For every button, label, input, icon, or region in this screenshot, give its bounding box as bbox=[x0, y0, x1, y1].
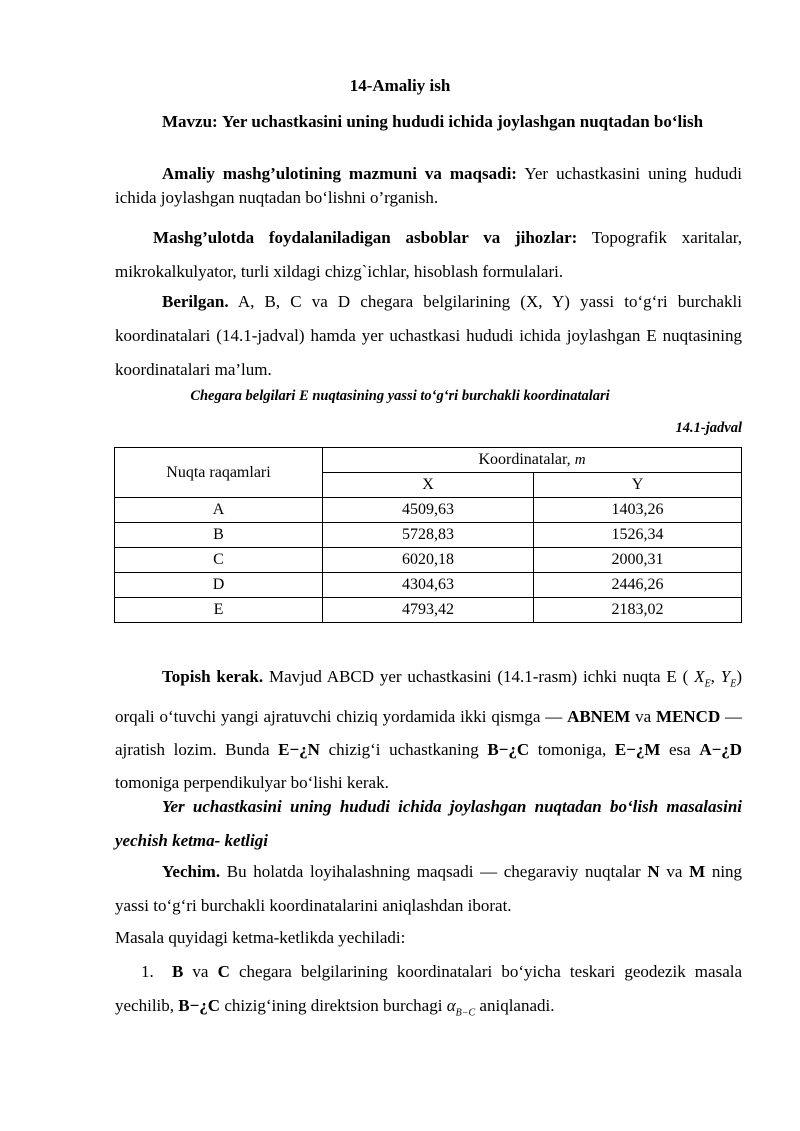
task-text-3: — ajratish lozim. Bunda bbox=[115, 707, 743, 760]
cell-x: 4304,63 bbox=[323, 573, 534, 598]
cell-x: 4793,42 bbox=[323, 598, 534, 623]
task-paragraph: Topish kerak. Mavjud ABCD yer uchastkasini (14.1-rasm) ichki nuqta E ( $X_E$, $Y_E$) orqali o‘tuvchi yangi ajratuvchi chiziq yordamida ikki qismga — ABNEM va MENCD — ajratish lozim. Bunda E−¿N chizig‘i uchastkaning B−¿C tomoniga, E−¿M esa A−¿D tomoniga perpendikulyar bo‘lishi kerak. bbox=[115, 667, 743, 793]
header-coordinates bbox=[323, 448, 742, 473]
tools-text: Topografik xaritalar, mikrokalkulyator, turli xildagi chizg`ichlar, hisoblash formulalari. bbox=[115, 228, 742, 281]
tools-label: Mashg’ulotda foydalaniladigan asboblar va jihozlar: bbox=[153, 228, 578, 247]
cell-y: 1526,34 bbox=[534, 523, 742, 548]
cell-y: 2183,02 bbox=[534, 598, 742, 623]
point-c: C bbox=[217, 962, 230, 981]
cell-y: 2000,31 bbox=[534, 548, 742, 573]
task-label: Topish kerak. bbox=[162, 667, 264, 686]
alpha-subscript: B−C bbox=[455, 1007, 476, 1019]
ye-symbol: Y bbox=[720, 667, 731, 686]
purpose-text: Yer uchastkasini uning hududi ichida joylashgan nuqtadan bo‘lishni o’rganish. bbox=[115, 164, 743, 207]
line-bc: B−¿C bbox=[487, 740, 530, 760]
xe-symbol: X bbox=[694, 667, 705, 686]
point-b: B bbox=[171, 962, 184, 981]
step-1 bbox=[115, 955, 742, 1030]
task-va: va bbox=[635, 707, 652, 727]
step-number: 1. bbox=[141, 962, 154, 981]
header-point-numbers: Nuqta raqamlari bbox=[115, 448, 323, 498]
cell-x: 4509,63 bbox=[323, 498, 534, 523]
cell-y: 1403,26 bbox=[534, 498, 742, 523]
alpha-letter: α bbox=[446, 996, 456, 1015]
step-text-3: aniqlanadi. bbox=[479, 996, 555, 1015]
step-text-1: chegara belgilarining koordinatalari bo‘yicha teskari geodezik masala yechilib, bbox=[115, 962, 743, 1015]
given-label: Berilgan. bbox=[162, 292, 229, 311]
table-row bbox=[115, 573, 742, 598]
cell-point: A bbox=[115, 498, 323, 523]
procedure-intro: Masala quyidagi ketma-ketlikda yechiladi: bbox=[115, 928, 406, 947]
topic-text: Yer uchastkasini uning hududi ichida joylashgan nuqtadan bo‘lish bbox=[221, 112, 704, 131]
solution-text-1: Bu holatda loyihalashning maqsadi — chegaraviy nuqtalar bbox=[226, 862, 641, 881]
solution-text-2: ning yassi to‘g‘ri burchakli koordinatalarini aniqlashdan iborat. bbox=[115, 862, 743, 915]
part-mencd: MENCD bbox=[656, 707, 721, 727]
table-caption: Chegara belgilari E nuqtasining yassi to‘g‘ri burchakli koordinatalari bbox=[190, 388, 610, 404]
tools-paragraph bbox=[115, 221, 742, 289]
table-row bbox=[115, 523, 742, 548]
task-text-2: ) orqali o‘tuvchi yangi ajratuvchi chiziq yordamida ikki qismga — bbox=[115, 667, 743, 727]
cell-point: D bbox=[115, 573, 323, 598]
task-text-7: tomoniga perpendikulyar bo‘lishi kerak. bbox=[115, 773, 389, 793]
solution-label: Yechim. bbox=[162, 862, 221, 881]
given-paragraph bbox=[115, 285, 742, 387]
table-header-row bbox=[115, 448, 742, 473]
step-va: va bbox=[192, 962, 209, 981]
section-heading: Yer uchastkasini uning hududi ichida joylashgan nuqtadan bo‘lish masalasini yechish ketma- ketligi bbox=[115, 797, 742, 850]
page-title: 14-Amaliy ish bbox=[349, 76, 451, 95]
cell-point: E bbox=[115, 598, 323, 623]
cell-point: B bbox=[115, 523, 323, 548]
table-row bbox=[115, 598, 742, 623]
topic-label: Mavzu: bbox=[162, 112, 218, 131]
task-text-5: tomoniga, bbox=[537, 740, 607, 760]
solution-va: va bbox=[666, 862, 683, 881]
topic-paragraph bbox=[115, 105, 742, 139]
header-x: X bbox=[323, 473, 534, 498]
table-number: 14.1-jadval bbox=[675, 420, 742, 436]
point-m: M bbox=[689, 862, 706, 881]
line-em: E−¿M bbox=[614, 740, 661, 760]
xe-subscript: E bbox=[704, 678, 711, 690]
header-unit: m bbox=[574, 452, 586, 468]
point-n: N bbox=[647, 862, 660, 881]
purpose-paragraph bbox=[115, 162, 742, 210]
ye-subscript: E bbox=[730, 678, 737, 690]
header-coordinates-label: Koordinatalar, bbox=[478, 451, 571, 468]
line-ad: A−¿D bbox=[699, 740, 743, 760]
table-row bbox=[115, 548, 742, 573]
task-text-6: esa bbox=[669, 740, 691, 760]
alpha-symbol bbox=[446, 996, 476, 1019]
given-text: A, B, C va D chegara belgilarining (X, Y) yassi to‘g‘ri burchakli koordinatalari (14.1-jadval) hamda yer uchastkasi hududi ichida joylashgan E nuqtasining koordinatalari ma’lum. bbox=[115, 292, 742, 379]
task-text-4: chizig‘i uchastkaning bbox=[328, 740, 479, 760]
header-y: Y bbox=[534, 473, 742, 498]
cell-y: 2446,26 bbox=[534, 573, 742, 598]
line-en: E−¿N bbox=[278, 740, 320, 760]
part-abnem: ABNEM bbox=[567, 707, 631, 727]
purpose-label: Amaliy mashg’ulotining mazmuni va maqsadi: bbox=[162, 164, 517, 183]
line-bc-step: B−¿C bbox=[178, 996, 221, 1015]
coord-ye bbox=[720, 667, 737, 690]
coord-xe bbox=[694, 667, 711, 690]
cell-x: 6020,18 bbox=[323, 548, 534, 573]
cell-x: 5728,83 bbox=[323, 523, 534, 548]
table-row bbox=[115, 498, 742, 523]
cell-point: C bbox=[115, 548, 323, 573]
step-text-2: chizig‘ining direktsion burchagi bbox=[224, 996, 443, 1015]
solution-paragraph bbox=[115, 855, 742, 923]
task-text-1: Mavjud ABCD yer uchastkasini (14.1-rasm) ichki nuqta E ( bbox=[269, 667, 689, 686]
coordinates-table bbox=[114, 447, 742, 623]
